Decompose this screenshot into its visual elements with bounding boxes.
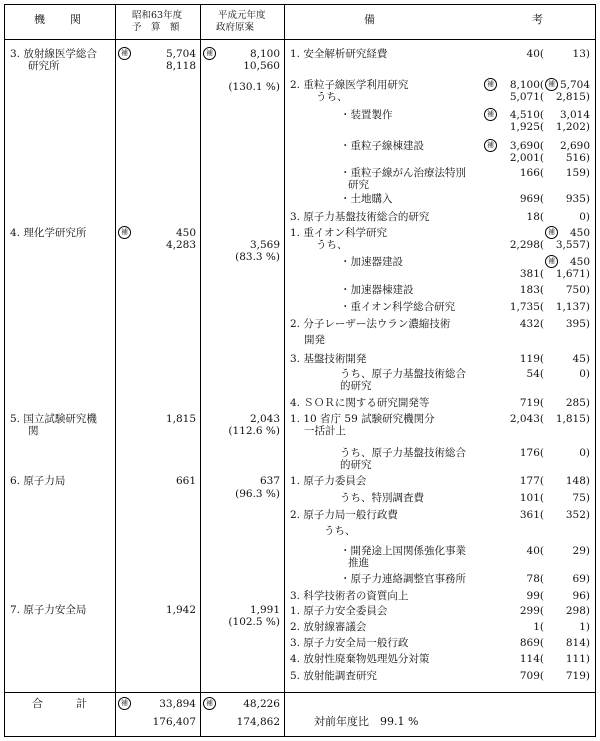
remark-value-prior: 285) [565, 397, 590, 409]
remark-value-prior: 13) [572, 48, 590, 60]
table-border-left [4, 4, 5, 737]
remark-text-cont: 一括計上 [304, 425, 346, 437]
growth-percent: (102.5 %) [228, 616, 280, 628]
remark-value-prior: 159) [565, 167, 590, 179]
s63-value: 4,283 [165, 239, 196, 251]
remark-value-prior: 0) [579, 447, 590, 459]
remark-text: ・原子力連絡調整官事務所 [340, 573, 466, 585]
remark-text: 4. ＳＯＲに関する研究開発等 [290, 397, 430, 409]
remark-value-current: 114( [519, 653, 544, 665]
remark-value-current: 2,001( [509, 152, 544, 164]
org-name: 3. 放射線医学総合 [10, 48, 97, 60]
total-divider [4, 692, 596, 693]
remark-value-current: 166( [519, 167, 544, 179]
remark-value-prior: 1,815) [555, 413, 590, 425]
remark-value-current: 40( [526, 48, 544, 60]
remark-value-current: 361( [519, 509, 544, 521]
hojo-mark-icon [118, 697, 131, 710]
remark-value-prior: 2,815) [555, 91, 590, 103]
remark-value-current: 4,510( [509, 109, 544, 121]
header-s63-line2: 予 算 額 [132, 22, 180, 33]
growth-percent: (130.1 %) [228, 81, 280, 93]
remark-text: 1. 原子力安全委員会 [290, 605, 388, 617]
remark-value-current: 432( [519, 318, 544, 330]
remark-text: 3. 基盤技術開発 [290, 353, 367, 365]
remark-value-current: 101( [519, 492, 544, 504]
remark-text-cont: 的研究 [340, 380, 372, 392]
remark-value-prior: 750) [565, 284, 590, 296]
remark-value-current: 709( [519, 670, 544, 682]
org-name-cont: 研究所 [28, 60, 60, 72]
s63-value: 1,942 [165, 604, 196, 616]
header-biko: 備 考 [364, 13, 544, 26]
remark-value-prior: 1,137) [555, 301, 590, 313]
remark-value-current: 969( [519, 193, 544, 205]
remark-text-cont: 的研究 [340, 459, 372, 471]
growth-percent: (112.6 %) [228, 425, 280, 437]
header-h1-line2: 政府原案 [216, 22, 255, 33]
remark-value-prior: 719) [565, 670, 590, 682]
remark-value-prior: 45) [572, 353, 590, 365]
remark-value-prior: 29) [572, 545, 590, 557]
remark-text: 2. 原子力局一般行政費 [290, 509, 398, 521]
remark-value-prior: 1,671) [555, 268, 590, 280]
remark-text: 1. 安全解析研究経費 [290, 48, 388, 60]
remark-text: ・土地購入 [340, 193, 393, 205]
remark-value-current: 183( [519, 284, 544, 296]
remark-text: ・重イオン科学総合研究 [340, 301, 456, 313]
remark-value-prior: 0) [579, 211, 590, 223]
total-label: 合 計 [32, 697, 87, 710]
remark-text: ・装置製作 [340, 109, 393, 121]
remark-text: ・加速器棟建設 [340, 284, 414, 296]
remark-text: 2. 放射線審議会 [290, 621, 367, 633]
remark-value-current: 78( [526, 573, 544, 585]
remark-value-current: 18( [526, 211, 544, 223]
org-name: 7. 原子力安全局 [10, 604, 87, 616]
remark-value-current: 3,690( [509, 140, 544, 152]
remark-value-current: 381( [519, 268, 544, 280]
remark-value-current: 299( [519, 605, 544, 617]
remark-value-current: 5,071( [509, 91, 544, 103]
remark-value-prior: 516) [565, 152, 590, 164]
org-name: 4. 理化学研究所 [10, 227, 87, 239]
header-divider [4, 39, 596, 40]
hojo-mark-icon [118, 226, 131, 239]
org-name: 6. 原子力局 [10, 475, 66, 487]
remark-text: うち、原子力基盤技術総合 [340, 368, 466, 380]
h1-value: 637 [259, 475, 280, 487]
remark-value-current: 8,100( [509, 79, 544, 91]
remark-text: 3. 科学技術者の資質向上 [290, 590, 409, 602]
remark-text: ・開発途上国関係強化事業 [340, 545, 466, 557]
remark-value-prior: 3,014 [559, 109, 590, 121]
remark-text-cont: 開発 [304, 334, 325, 346]
remark-text: ・加速器建設 [340, 256, 403, 268]
remark-value-prior: 814) [565, 637, 590, 649]
remark-value-prior: 298) [565, 605, 590, 617]
h1-value: 3,569 [249, 239, 280, 251]
remark-value-current: 2,298( [509, 239, 544, 251]
remark-value-current: 176( [519, 447, 544, 459]
remark-text: うち、特別調査費 [340, 492, 424, 504]
remark-value-prior: 75) [572, 492, 590, 504]
remark-value-prior: 111) [565, 653, 590, 665]
s63-value: 1,815 [165, 413, 196, 425]
hojo-mark-icon [203, 47, 216, 60]
remark-value-current: 1,925( [509, 121, 544, 133]
remark-value-prior: 5,704 [559, 79, 590, 91]
remark-value-current: 1( [533, 621, 544, 633]
remark-text-cont: 推進 [348, 557, 369, 569]
hojo-mark-icon [118, 47, 131, 60]
s63-value: 661 [175, 475, 196, 487]
remark-value-current: 99( [526, 590, 544, 602]
remark-text: ・重粒子線がん治療法特別 [340, 167, 466, 179]
remark-value-prior: 450 [569, 256, 590, 268]
total-s63: 33,894 [159, 698, 196, 710]
remark-value-current: 719( [519, 397, 544, 409]
remark-text: 4. 放射性廃棄物処理処分対策 [290, 653, 430, 665]
remark-value-prior: 96) [572, 590, 590, 602]
remark-value-prior: 148) [565, 475, 590, 487]
remark-text: うち、 [316, 239, 348, 251]
h1-value: 1,991 [249, 604, 280, 616]
remark-value-prior: 2,690 [559, 140, 590, 152]
remark-value-current: 869( [519, 637, 544, 649]
remark-text-cont: 研究 [348, 179, 369, 191]
remark-value-current: 1,735( [509, 301, 544, 313]
remark-text: 1. 原子力委員会 [290, 475, 367, 487]
total-s63: 176,407 [152, 716, 196, 728]
remark-text: 1. 重イオン科学研究 [290, 227, 388, 239]
remark-text: 2. 重粒子線医学利用研究 [290, 79, 409, 91]
growth-percent: (96.3 %) [235, 488, 280, 500]
total-h1: 48,226 [243, 698, 280, 710]
table-border-top [4, 4, 596, 5]
column-divider [115, 4, 116, 737]
remark-value-prior: 1) [579, 621, 590, 633]
table-border-bottom [4, 736, 596, 737]
remark-text: ・重粒子線棟建設 [340, 140, 424, 152]
table-border-right [595, 4, 596, 737]
remark-value-current: 2,043( [509, 413, 544, 425]
column-divider [284, 4, 285, 737]
remark-value-prior: 0) [579, 368, 590, 380]
org-name-cont: 関 [28, 425, 39, 437]
growth-percent: (83.3 %) [235, 251, 280, 263]
remark-value-prior: 395) [565, 318, 590, 330]
remark-text: 3. 原子力基盤技術総合的研究 [290, 211, 430, 223]
remark-value-current: 54( [526, 368, 544, 380]
s63-value: 8,118 [165, 60, 196, 72]
remark-value-prior: 69) [572, 573, 590, 585]
h1-value: 10,560 [243, 60, 280, 72]
remark-text: うち、原子力基盤技術総合 [340, 447, 466, 459]
org-name: 5. 国立試験研究機 [10, 413, 97, 425]
header-s63-line1: 昭和63年度 [132, 10, 183, 21]
remark-value-prior: 935) [565, 193, 590, 205]
h1-value: 8,100 [249, 48, 280, 60]
remark-text: 5. 放射能調査研究 [290, 670, 377, 682]
remark-value-prior: 352) [565, 509, 590, 521]
remark-text: 1. 10 省庁 59 試験研究機関分 [290, 413, 435, 425]
year-over-year-ratio: 対前年度比 99.1 % [314, 715, 419, 728]
header-h1-line1: 平成元年度 [218, 10, 266, 21]
h1-value: 2,043 [249, 413, 280, 425]
remark-text: 2. 分子レーザー法ウラン濃縮技術 [290, 318, 451, 330]
remark-value-prior: 450 [569, 227, 590, 239]
remark-value-prior: 3,557) [555, 239, 590, 251]
s63-value: 450 [175, 227, 196, 239]
remark-value-prior: 1,202) [555, 121, 590, 133]
remark-value-current: 177( [519, 475, 544, 487]
remark-value-current: 119( [519, 353, 544, 365]
column-divider [200, 4, 201, 737]
total-h1: 174,862 [236, 716, 280, 728]
remark-text: 3. 原子力安全局一般行政 [290, 637, 409, 649]
header-kikan: 機 関 [34, 13, 82, 26]
hojo-mark-icon [203, 697, 216, 710]
budget-table [4, 4, 596, 737]
remark-text: うち、 [316, 91, 348, 103]
remark-value-current: 40( [526, 545, 544, 557]
remark-text: うち、 [324, 525, 356, 537]
s63-value: 5,704 [165, 48, 196, 60]
